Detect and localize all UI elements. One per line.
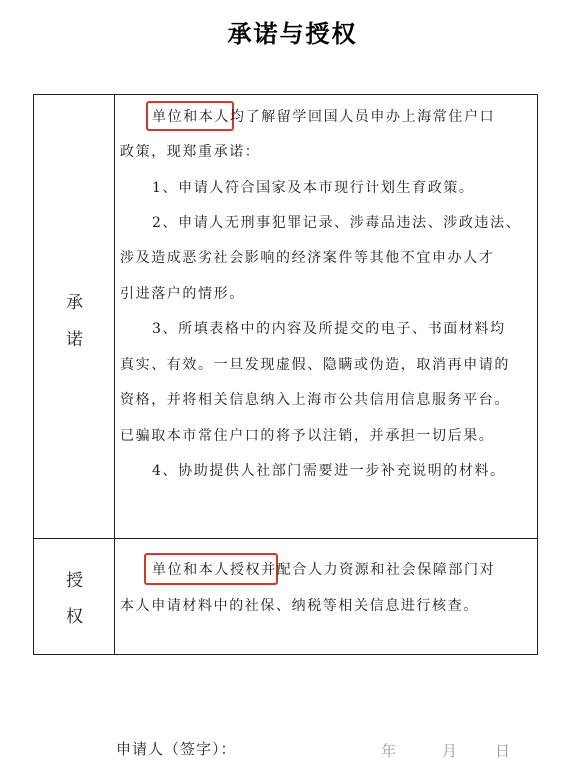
commitment-label-char-1: 承 [66, 293, 83, 313]
commitment-authorization-table [33, 94, 538, 655]
commitment-item-4: 4、协助提供人社部门需要进一步补充说明的材料。 [152, 463, 506, 479]
authorization-label-cell [34, 539, 115, 654]
commitment-item-3-line-2: 真实、有效。一旦发现虚假、隐瞒或伪造，取消再申请的 [120, 357, 510, 373]
commitment-intro-line2: 政策，现郑重承诺： [120, 144, 261, 160]
authorization-line-2: 本人申请材料中的社保、纳税等相关信息进行核查。 [120, 598, 479, 614]
document-title: 承诺与授权 [227, 20, 358, 48]
commitment-row [34, 95, 537, 539]
commitment-item-3-line-4: 已骗取本市常住户口的将予以注销，并承担一切后果。 [120, 428, 495, 444]
commitment-content-cell [115, 95, 537, 538]
date-year-label: 年 [381, 742, 397, 760]
commitment-item-2-line-1: 2、申请人无刑事犯罪记录、涉毒品违法、涉政违法、 [152, 215, 522, 231]
authorization-line-1 [152, 559, 495, 579]
authorization-label-char-1: 授 [66, 571, 83, 591]
authorization-highlight-text: 单位和本人授权 [152, 562, 262, 578]
date-month-label: 月 [442, 742, 458, 760]
authorization-content-cell [115, 539, 537, 654]
commitment-item-2-line-2: 涉及造成恶劣社会影响的经济案件等其他不宜申办人才 [120, 250, 495, 266]
authorization-label-char-2: 权 [66, 607, 83, 627]
commitment-label-char-2: 诺 [66, 330, 83, 350]
signature-label: 申请人（签字）： [116, 740, 237, 758]
commitment-intro-rest: 均了解留学回国人员申办上海常住户口 [230, 109, 496, 125]
commitment-highlight-text: 单位和本人 [152, 109, 230, 125]
date-day-label: 日 [495, 742, 511, 760]
commitment-intro-line1 [152, 106, 495, 126]
commitment-item-3-line-1: 3、所填表格中的内容及所提交的电子、书面材料均 [152, 321, 506, 337]
authorization-line-1-rest: 并配合人力资源和社会保障部门对 [261, 562, 496, 578]
commitment-item-2-line-3: 引进落户的情形。 [120, 286, 245, 302]
commitment-item-1: 1、申请人符合国家及本市现行计划生育政策。 [152, 180, 475, 196]
commitment-item-3-line-3: 资格，并将相关信息纳入上海市公共信用信息服务平台。 [120, 392, 510, 408]
authorization-row [34, 539, 537, 654]
commitment-label-cell [34, 95, 115, 538]
